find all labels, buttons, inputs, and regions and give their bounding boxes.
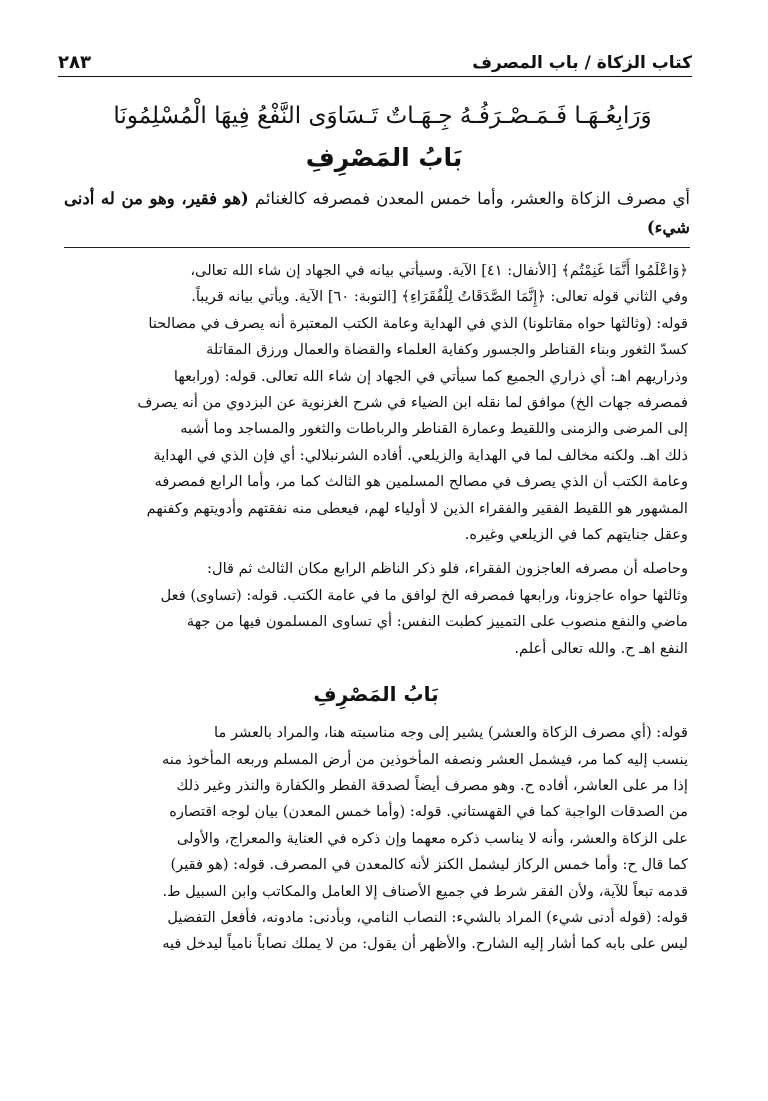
notes-line: وعامة الكتب أن الذي يصرف في مصالح المسلمين هو الثالث كما مر، وأما الرابع فمصرفه [154,473,688,491]
notes-line: كما قال ح: وأما خمس الركاز ليشمل الكنز لأنه كالمعدن في المصرف. قوله: (هو فقير) [170,856,688,874]
page-number: ٢٨٣ [58,52,91,73]
notes-line: وعقل جنايتهم كما في الزيلعي وغيره. [464,526,688,544]
notes-line: إلى المرضى والزمنى واللقيط وعمارة القناطر والرباطات والثغور والمساجد وما أشبه [180,420,688,438]
main-commentary-text: أي مصرف الزكاة والعشر، وأما خمس المعدن فمصرفه كالغنائم [248,189,691,208]
notes-line: وحاصله أن مصرفه العاجزون الفقراء، فلو ذكر الناظم الرابع مكان الثالث ثم قال: [207,560,688,578]
notes-line: ذلك اهـ. ولكنه مخالف لما في الهداية والزيلعي. أفاده الشرنبلالي: أي فإن الذي في الهداية [153,446,688,464]
notes-line: ينسب إليه كما مر، فيشمل العشر ونصفه المأخوذين من أرض المسلم وربعه المأخوذ منه [161,750,688,768]
notes-line: كسدّ الثغور وبناء القناطر والجسور وكفاية العلماء والقضاة والعمال ورزق المقاتلة [206,341,688,359]
notes-line: قوله: (وثالثها حواه مقاتلونا) الذي في الهداية وعامة الكتب المعتبرة أنه يصرف في مصالحنا [148,314,688,332]
notes-line: ﴿وَاعْلَمُوا أَنَّمَا غَنِمْتُم﴾ [الأنفال: ٤١] الآية. وسيأتي بيانه في الجهاد إن شاء الله تعالى، [190,262,688,279]
main-commentary [64,184,690,242]
notes-line: فمصرفه جهات الخ) موافق لما نقله ابن الضياء في شرح الغزنوية عن البزدوي من أنه يصرف [137,394,688,412]
notes-section-heading: بَابُ المَصْرِفِ [313,682,439,707]
notes-line: إذا مر على العاشر، أفاده ح. وهو مصرف أيضاً لصدقة الفطر والكفارة والنذر وغير ذلك [176,776,688,794]
chapter-title: بَابُ المَصْرِفِ [305,143,463,172]
main-commentary-bold-quote: (هو فقير، وهو من له أدنى شيء) [64,189,690,237]
notes-line: من الصدقات الواجبة كما في القهستاني. قوله: (وأما خمس المعدن) بيان لوجه اقتصاره [169,803,688,821]
poem-verse: وَرَابِعُـهَـا فَـمَـصْـرَفُـهُ جِـهَـاتٌ تَـسَاوَى النَّفْعُ فِيهَا الْمُسْلِمُونَا [113,103,652,129]
notes-line: وفي الثاني قوله تعالى: ﴿إِنَّمَا الصَّدَقَاتُ لِلْفُقَرَاءِ﴾ [التوبة: ٦٠] الآية. ويأتي بيانه قريباً. [191,288,688,306]
notes-line: قدمه تبعاً للآية، ولأن الفقر شرط في جميع الأصناف إلا العامل والمكاتب وابن السبيل ط. [162,882,688,900]
book-section-title: كتاب الزكاة / باب المصرف [472,53,692,73]
notes-line: ليس على بابه كما أشار إليه الشارح. والأظهر أن يقول: من لا يملك نصاباً نامياً ليدخل فيه [162,935,688,953]
marginal-notes [64,258,688,958]
notes-line: على الزكاة والعشر، وأنه لا يناسب ذكره معهما وإن ذكره في العناية والمعراج، والأولى [176,829,688,847]
notes-line: ماضي والنفع منصوب على التمييز كطبت النفس: أي تساوى المسلمون فيها من جهة [186,613,688,631]
notes-line: قوله: (قوله أدنى شيء) المراد بالشيء: النصاب النامي، وبأدنى: مادونه، فأفعل التفضيل [167,908,688,926]
notes-line: وذراريهم اهـ: أي ذراري الجميع كما سيأتي في الجهاد إن شاء الله تعالى. قوله: (ورابعها [173,367,688,385]
notes-line: النفع اهـ ح. والله تعالى أعلم. [514,639,688,657]
notes-line: قوله: (أي مصرف الزكاة والعشر) يشير إلى وجه مناسبته هنا، والمراد بالعشر ما [214,724,688,742]
notes-line: المشهور هو اللقيط الفقير والفقراء الذين لا أولياء لهم، فيعطى منه نفقتهم وأدويتهم وكفنهم [146,499,688,517]
running-header [58,48,692,77]
footnote-separator [64,247,690,248]
notes-line: وثالثها حواه عاجزونا، ورابعها فمصرفه الخ لوافق ما في عامة الكتب. قوله: (تساوى) فعل [160,586,688,604]
